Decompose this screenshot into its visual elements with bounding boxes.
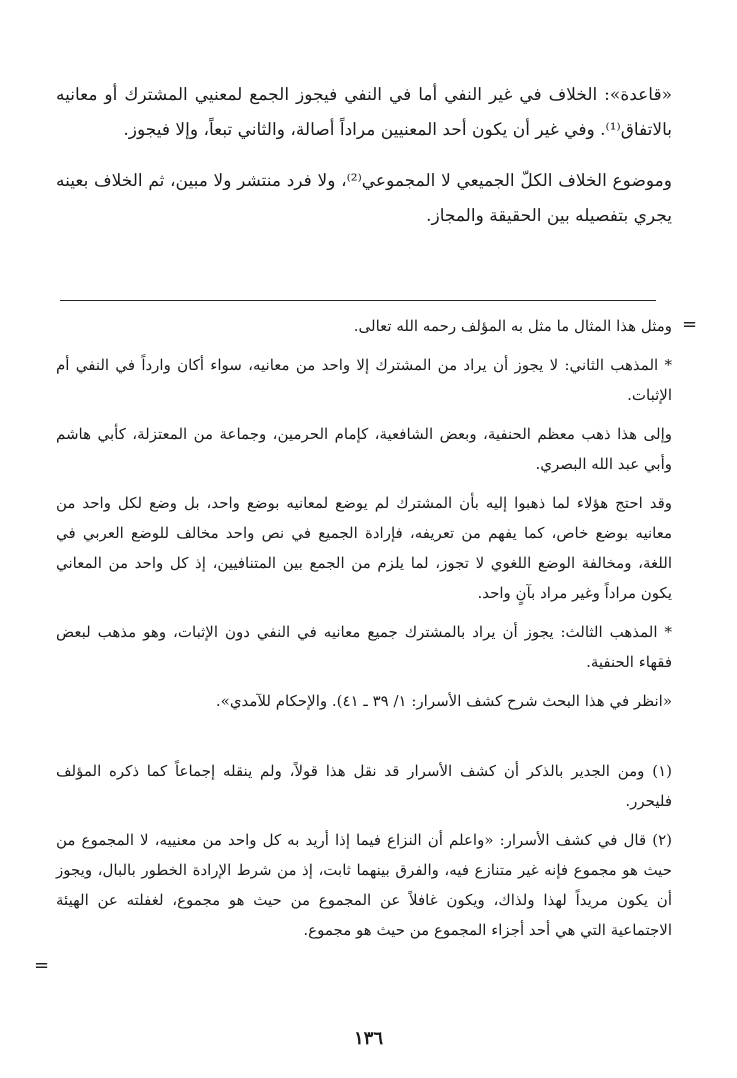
footnote-2: (٢) قال في كشف الأسرار: «واعلم أن النزاع فيما إذا أريد به كل واحد من معنييه، لا المجموع من حيث هو مجموع فإنه غير متنازع فيه، والفرق بينهما ثابت، إذ من شرط الإرادة الخطور بالبال، ويجوز أن يكون مريداً لهذا ولذاك، ويكون غافلاً عن المجموع من حيث هو مجموع، لغفلته عن الهيئة الاجتماعية التي هي أحد أجزاء المجموع من حيث هو مجموع.	[56, 831, 672, 939]
page-number: ١٣٦	[353, 1028, 383, 1049]
footnotes	[56, 756, 672, 954]
footnote-continuation	[56, 311, 672, 725]
main-text	[56, 78, 672, 250]
note-followers: وإلى هذا ذهب معظم الحنفية، وبعض الشافعية، كإمام الحرمين، وجماعة من المعتزلة، كأبي هاشم وأبي عبد الله البصري.	[56, 425, 672, 473]
note-line: ومثل هذا المثال ما مثل به المؤلف رحمه الله تعالى.	[353, 317, 672, 335]
paragraph-subject: وموضوع الخلاف الكلّ الجميعي لا المجموعي⁽²⁾، ولا فرد منتشر ولا مبين، ثم الخلاف بعينه يجري بتفصيله بين الحقيقة والمجاز.	[56, 171, 672, 226]
note-argument: وقد احتج هؤلاء لما ذهبوا إليه بأن المشترك لم يوضع لمعانيه بوضع واحد، بل وضع لكل واحد من معانيه بوضع خاص، كما يفهم من تعريفه، فإرادة الجميع في نص واحد مخالف للوضع العربي في اللغة، ومخالفة الوضع اللغوي لا تجوز، لما يلزم من الجمع بين المتنافيين، إذ كل واحد من المعاني يكون مراداً وغير مراد بآنٍ واحد.	[56, 494, 672, 602]
note-second-school: * المذهب الثاني: لا يجوز أن يراد من المشترك إلا واحد من معانيه، سواء أكان وارداً في النفي أم الإثبات.	[56, 356, 672, 404]
footnote-1: (١) ومن الجدير بالذكر أن كشف الأسرار قد نقل هذا قولاً، ولم ينقله إجماعاً كما ذكره المؤلف فليحرر.	[56, 762, 672, 810]
note-reference: «انظر في هذا البحث شرح كشف الأسرار: ١/ ٣٩ ـ ٤١). والإحكام للآمدي».	[215, 692, 672, 710]
footnote-separator	[60, 300, 656, 301]
continuation-mark-top: =	[682, 314, 698, 335]
note-third-school: * المذهب الثالث: يجوز أن يراد بالمشترك جميع معانيه في النفي دون الإثبات، وهو مذهب لبعض فقهاء الحنفية.	[56, 623, 672, 671]
paragraph-rule: «قاعدة»: الخلاف في غير النفي أما في النفي فيجوز الجمع لمعنيي المشترك أو معانيه بالاتفاق⁽¹⁾. وفي غير أن يكون أحد المعنيين مراداً أصالة، والثاني تبعاً، وإلا فيجوز.	[56, 85, 672, 140]
continuation-mark-bottom: =	[34, 955, 50, 976]
